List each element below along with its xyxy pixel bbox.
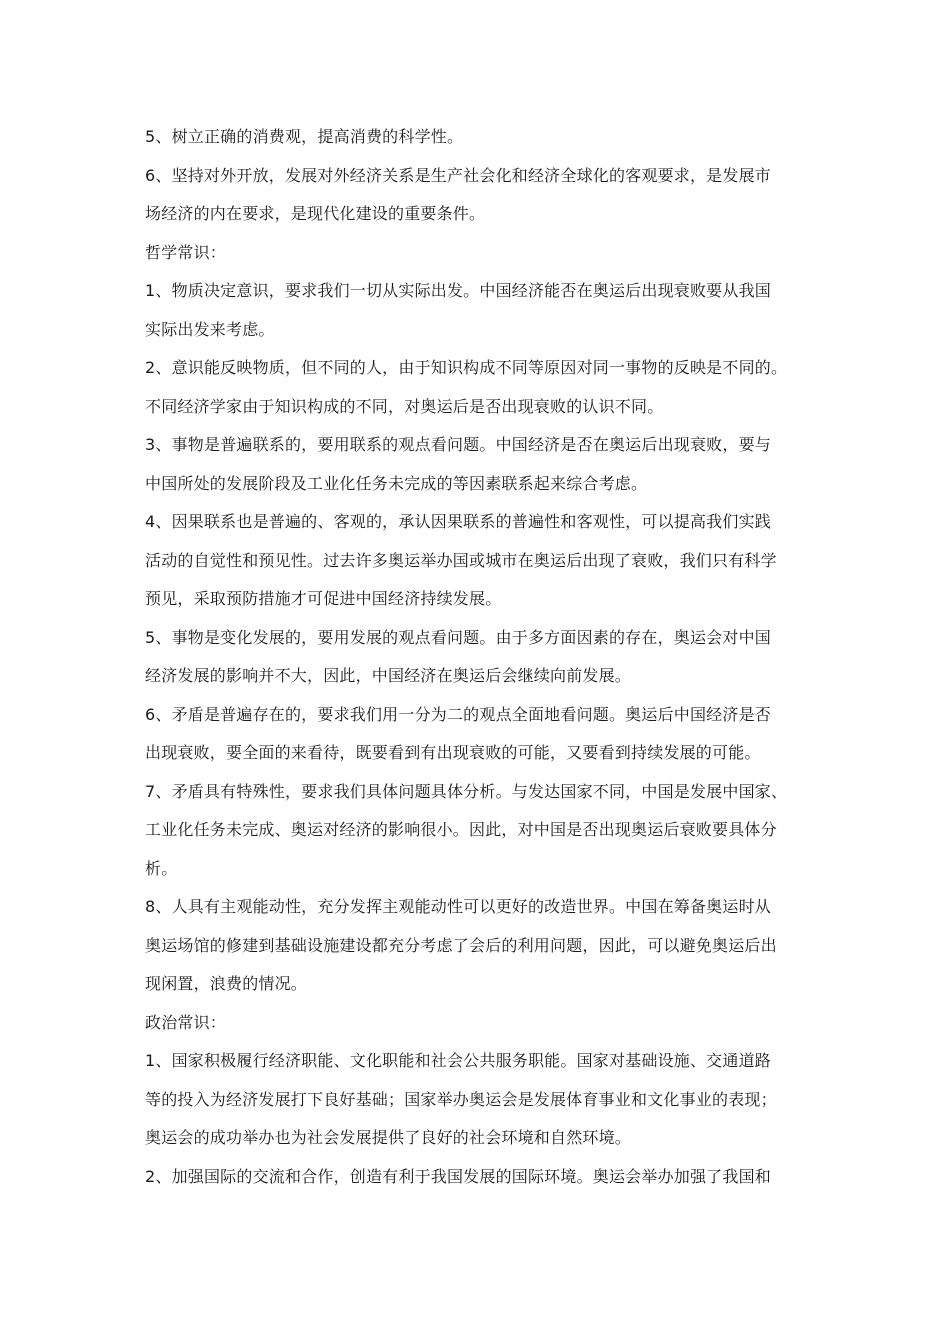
document-body [145, 118, 815, 1196]
text-line: 出现衰败，要全面的来看待，既要看到有出现衰败的可能，又要看到持续发展的可能。 [145, 743, 761, 762]
text-line: 实际出发来考虑。 [145, 319, 275, 339]
text-line: 等的投入为经济发展打下良好基础；国家举办奥运会是发展体育事业和文化事业的表现； [145, 1089, 777, 1109]
text-line: 4、因果联系也是普遍的、客观的，承认因果联系的普遍性和客观性，可以提高我们实践 [145, 512, 771, 531]
text-line: 活动的自觉性和预见性。过去许多奥运举办国或城市在奥运后出现了衰败，我们只有科学 [145, 550, 777, 570]
text-line: 6、坚持对外开放，发展对外经济关系是生产社会化和经济全球化的客观要求，是发展市 [145, 165, 771, 185]
text-line: 2、加强国际的交流和合作，创造有利于我国发展的国际环境。奥运会举办加强了我国和 [145, 1166, 771, 1186]
text-line: 场经济的内在要求，是现代化建设的重要条件。 [145, 204, 486, 223]
text-line: 5、树立正确的消费观，提高消费的科学性。 [145, 127, 464, 146]
text-line: 预见，采取预防措施才可促进中国经济持续发展。 [145, 589, 502, 608]
text-line: 3、事物是普遍联系的，要用联系的观点看问题。中国经济是否在奥运后出现衰败，要与 [145, 435, 771, 454]
text-line: 析。 [145, 858, 178, 878]
text-line: 5、事物是变化发展的，要用发展的观点看问题。由于多方面因素的存在，奥运会对中国 [145, 627, 771, 647]
text-line: 奥运场馆的修建到基础设施建设都充分考虑了会后的利用问题，因此，可以避免奥运后出 [145, 935, 777, 955]
section-heading-politics: 政治常识： [145, 1012, 227, 1032]
text-line: 奥运会的成功举办也为社会发展提供了良好的社会环境和自然环境。 [145, 1128, 632, 1147]
text-line: 现闲置，浪费的情况。 [145, 974, 308, 993]
text-line: 1、国家积极履行经济职能、文化职能和社会公共服务职能。国家对基础设施、交通道路 [145, 1051, 771, 1070]
text-line: 6、矛盾是普遍存在的，要求我们用一分为二的观点全面地看问题。奥运后中国经济是否 [145, 704, 771, 724]
text-line: 7、矛盾具有特殊性，要求我们具体问题具体分析。与发达国家不同，中国是发展中国家、 [145, 781, 788, 801]
text-line: 中国所处的发展阶段及工业化任务未完成的等因素联系起来综合考虑。 [145, 473, 648, 493]
text-line: 1、物质决定意识，要求我们一切从实际出发。中国经济能否在奥运后出现衰败要从我国 [145, 281, 771, 300]
section-heading-philosophy: 哲学常识： [145, 242, 227, 262]
text-line: 8、人具有主观能动性，充分发挥主观能动性可以更好的改造世界。中国在筹备奥运时从 [145, 897, 771, 916]
text-line: 经济发展的影响并不大，因此，中国经济在奥运后会继续向前发展。 [145, 666, 632, 685]
text-line: 2、意识能反映物质，但不同的人，由于知识构成不同等原因对同一事物的反映是不同的。 [145, 358, 788, 377]
text-line: 工业化任务未完成、奥运对经济的影响很小。因此，对中国是否出现奥运后衰败要具体分 [145, 820, 777, 839]
text-line: 不同经济学家由于知识构成的不同，对奥运后是否出现衰败的认识不同。 [145, 396, 664, 416]
